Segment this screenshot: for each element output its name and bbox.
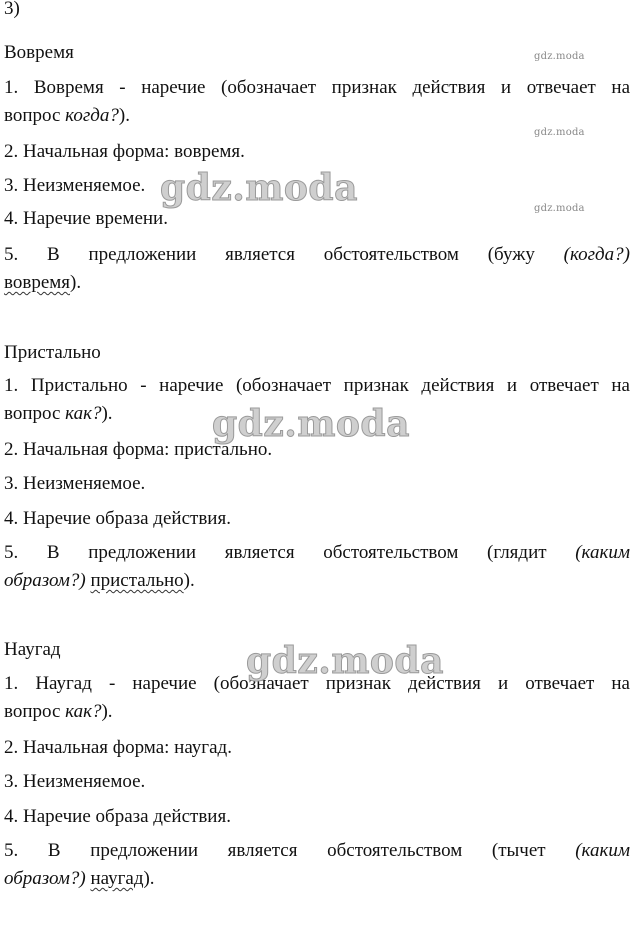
watermark-large: gdz.moda (212, 403, 410, 445)
watermark-large: gdz.moda (246, 640, 444, 682)
word-heading: Наугад (4, 639, 61, 660)
item-5-suffix: ). (183, 570, 195, 591)
item-1-line-1: 1. Наугад - наречие (обозначает признак действия и отвечает на (4, 673, 630, 694)
question-word: как? (65, 403, 102, 424)
item-5-text: 5. В предложении является обстоятельством (бужу (4, 244, 564, 265)
item-5-line-2 (4, 270, 630, 295)
item-1-line-1: 1. Вовремя - наречие (обозначает признак действия и отвечает на (4, 77, 630, 98)
word-heading: Вовремя (4, 42, 74, 63)
item-4: 4. Наречие образа действия. (4, 508, 231, 529)
item-3: 3. Неизменяемое. (4, 473, 146, 494)
item-1-line-2 (4, 699, 630, 724)
item-5-question: (когда?) (563, 244, 630, 265)
watermark-small: gdz.moda (534, 127, 585, 138)
item-5-question-cont: образом?) (4, 868, 86, 889)
underlined-adverb: пристально (90, 570, 184, 591)
item-2: 2. Начальная форма: пристально. (4, 439, 273, 460)
question-suffix: ). (118, 105, 130, 126)
item-5-line-2 (4, 568, 630, 593)
item-1-line-1: 1. Пристально - наречие (обозначает признак действия и отвечает на (4, 375, 630, 396)
question-prefix: вопрос (4, 403, 66, 424)
watermark-small: gdz.moda (534, 203, 585, 214)
item-5-line-1 (4, 242, 630, 267)
item-5-text: 5. В предложении является обстоятельством (тычет (4, 840, 576, 861)
question-suffix: ). (101, 403, 113, 424)
item-5-question: (каким (575, 542, 630, 563)
item-4: 4. Наречие времени. (4, 208, 168, 229)
item-5-question-cont: образом?) (4, 570, 86, 591)
item-5-suffix: ). (70, 272, 82, 293)
item-5-line-1 (4, 838, 630, 863)
underlined-adverb: вовремя (4, 272, 71, 293)
item-5-text: 5. В предложении является обстоятельством (глядит (4, 542, 576, 563)
section-number: 3) (4, 0, 20, 19)
item-3: 3. Неизменяемое. (4, 175, 146, 196)
watermark-large: gdz.moda (160, 167, 358, 209)
question-suffix: ). (101, 701, 113, 722)
item-5-line-2 (4, 866, 630, 891)
item-4: 4. Наречие образа действия. (4, 806, 231, 827)
item-2: 2. Начальная форма: наугад. (4, 737, 232, 758)
word-heading: Пристально (4, 342, 101, 363)
question-prefix: вопрос (4, 701, 66, 722)
underlined-adverb: наугад (90, 868, 144, 889)
item-3: 3. Неизменяемое. (4, 771, 146, 792)
question-word: когда? (65, 105, 119, 126)
watermark-small: gdz.moda (534, 51, 585, 62)
item-2: 2. Начальная форма: вовремя. (4, 141, 245, 162)
item-5-line-1 (4, 540, 630, 565)
question-word: как? (65, 701, 102, 722)
item-5-suffix: ). (143, 868, 155, 889)
question-prefix: вопрос (4, 105, 66, 126)
item-5-question: (каким (575, 840, 630, 861)
